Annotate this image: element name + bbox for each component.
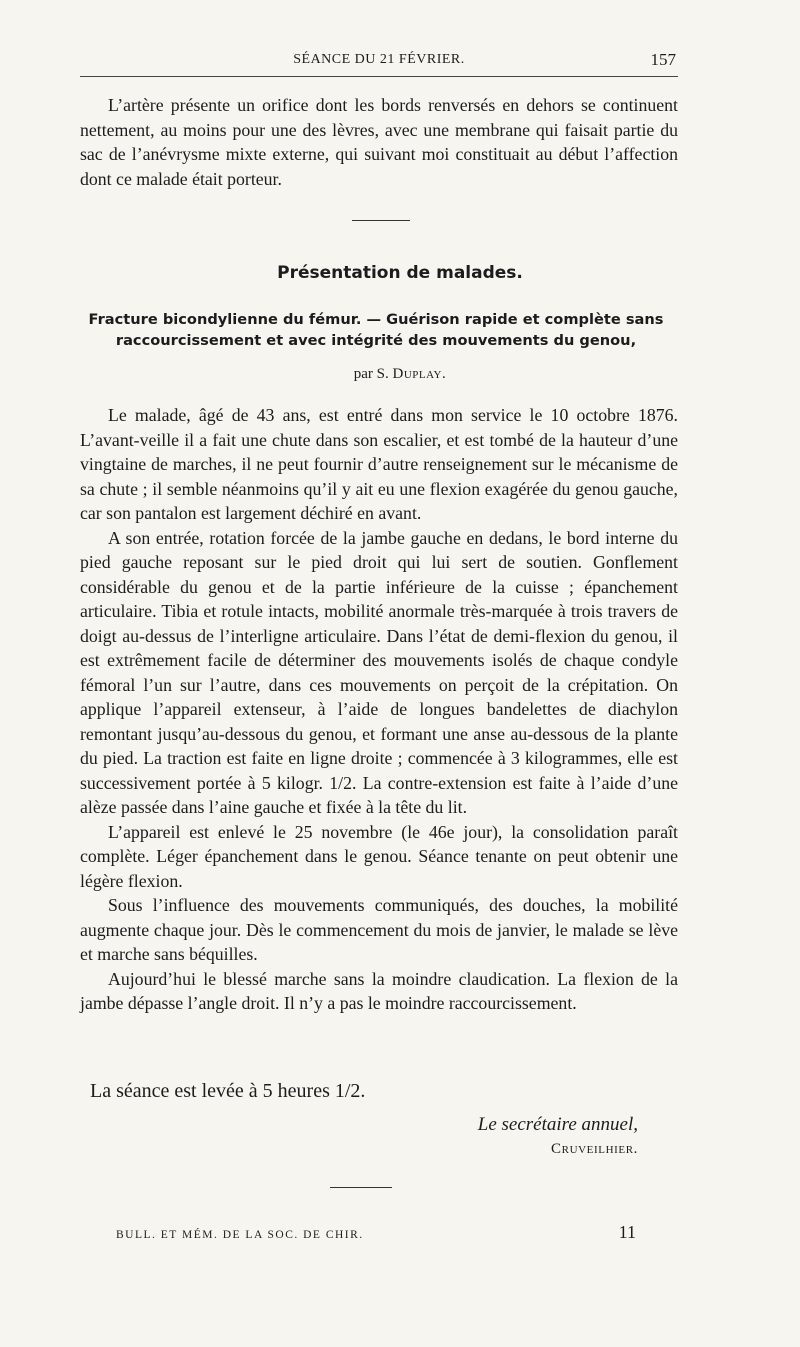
case-paragraph: Sous l’influence des mouvements communiqués, des douches, la mobilité augmente chaque jour. Dès le commencement du mois de janvier, le malade se lève et marche sans béquilles.: [80, 895, 678, 964]
case-paragraph: A son entrée, rotation forcée de la jambe gauche en dedans, le bord interne du pied gauche reposant sur le pied droit qui lui sert de soutien. Gonflement considérable du genou et de la partie inférieure de la cuisse ; épanchement articulaire. Tibia et rotule intacts, mobilité anormale très-marquée à trois travers de doigt au-dessus de l’interligne articulaire. Dans l’état de demi-flexion du genou, il est extrêmement facile de déterminer des mouvements isolés de chaque condyle fémoral l’un sur l’autre, dans ces mouvements on perçoit de la crépitation. On applique l’appareil extenseur, à l’aide de longues bandelettes de diachylon remontant jusqu’au-dessous du genou, et formant une anse au-dessous de la plante du pied. La traction est faite en ligne droite ; commencée à 3 kilogrammes, elle est successivement portée à 5 kilogr. 1/2. La contre-extension est faite à l’aide d’une alèze passée dans l’aine gauche et fixée à la tête du lit.: [80, 527, 678, 817]
end-divider: [330, 1187, 392, 1188]
byline-author: Duplay.: [392, 366, 447, 382]
page-number: 157: [650, 50, 676, 69]
case-paragraph: Aujourd’hui le blessé marche sans la moindre claudication. La flexion de la jambe dépasse l’angle droit. Il n’y a pas le moindre raccourcissement.: [80, 968, 678, 1013]
running-title: SÉANCE DU 21 FÉVRIER.: [293, 52, 465, 67]
signature-mark: 11: [618, 1222, 636, 1242]
case-title: Fracture bicondylienne du fémur. — Guérison rapide et complète sans raccourcissement et avec intégrité des mouvements du genou,: [88, 311, 664, 349]
signature-name: Cruveilhier.: [551, 1141, 638, 1157]
opening-paragraph: L’artère présente un orifice dont les bords renversés en dehors se continuent nettement, au moins pour une des lèvres, avec une membrane qui faisait partie du sac de l’anévrysme mixte externe, qui suivant moi constituait au début l’affection dont ce malade était porteur.: [80, 95, 678, 189]
footer-citation: BULL. ET MÉM. DE LA SOC. DE CHIR.: [116, 1229, 364, 1241]
section-divider: [352, 220, 410, 221]
signature-title: Le secrétaire annuel,: [477, 1114, 638, 1135]
case-report: [80, 403, 678, 1016]
opening-paragraph-block: [80, 93, 678, 191]
case-paragraph: Le malade, âgé de 43 ans, est entré dans mon service le 10 octobre 1876. L’avant-veille il a fait une chute dans son escalier, et est tombé de la hauteur d’une vingtaine de marches, il ne peut fournir d’autre renseignement sur le mécanisme de sa chute ; il semble néanmoins qu’il y ait eu une flexion exagérée du genou gauche, car son pantalon est largement déchiré en avant.: [80, 405, 678, 523]
case-paragraph: L’appareil est enlevé le 25 novembre (le 46e jour), la consolidation paraît complète. Léger épanchement dans le genou. Séance tenante on peut obtenir une légère flexion.: [80, 821, 678, 891]
byline: [0, 366, 800, 383]
closing-statement: La séance est levée à 5 heures 1/2.: [90, 1080, 366, 1102]
running-header: [80, 52, 678, 77]
section-heading: Présentation de malades.: [277, 263, 523, 283]
byline-prefix: par S.: [353, 366, 393, 382]
